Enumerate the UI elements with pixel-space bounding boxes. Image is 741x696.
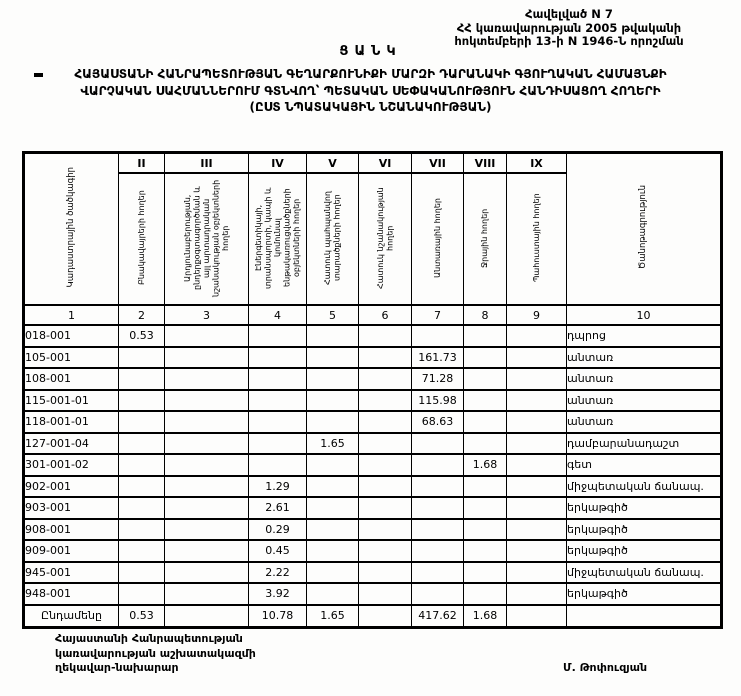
column-number: 3	[165, 305, 249, 325]
appendix-line-3: հոկտեմբերի 13-ի N 1946-Ն որոշման	[454, 34, 684, 48]
value-cell	[119, 368, 165, 390]
land-category-table	[22, 151, 723, 629]
table-row	[24, 411, 722, 433]
value-cell	[464, 476, 507, 498]
roman-numeral-ix: IX	[507, 153, 567, 174]
roman-numeral-viii: VIII	[464, 153, 507, 174]
roman-numeral-iii: III	[165, 153, 249, 174]
header-infrastructure-lands: Էներգետիկայի, տրանսպորտի, կապի և կոմունալ ենթակառուցվածքների օբյեկտների հողեր	[249, 173, 307, 305]
main-title	[0, 66, 741, 116]
value-cell	[507, 454, 567, 476]
header-reserve-lands: Պահուստային հողեր	[507, 173, 567, 305]
total-label-cell: Ընդամենը	[24, 605, 119, 628]
value-cell	[412, 540, 464, 562]
value-cell	[359, 583, 412, 605]
value-cell	[307, 454, 359, 476]
note-cell: անտառ	[567, 411, 722, 433]
table-row	[24, 347, 722, 369]
note-cell: երկաթգիծ	[567, 583, 722, 605]
value-cell	[307, 583, 359, 605]
value-cell	[165, 433, 249, 455]
value-cell	[359, 540, 412, 562]
value-cell	[165, 583, 249, 605]
value-cell	[307, 368, 359, 390]
value-cell	[165, 347, 249, 369]
value-cell: 1.29	[249, 476, 307, 498]
value-cell	[119, 519, 165, 541]
note-cell: դպրոց	[567, 325, 722, 347]
note-cell: անտառ	[567, 347, 722, 369]
value-cell	[307, 519, 359, 541]
value-cell	[412, 497, 464, 519]
roman-numeral-ii: II	[119, 153, 165, 174]
value-cell	[464, 347, 507, 369]
value-cell	[119, 497, 165, 519]
code-cell: 948-001	[24, 583, 119, 605]
code-cell: 903-001	[24, 497, 119, 519]
value-cell	[412, 454, 464, 476]
note-cell: երկաթգիծ	[567, 540, 722, 562]
value-cell	[507, 540, 567, 562]
roman-numeral-v: V	[307, 153, 359, 174]
value-cell	[507, 583, 567, 605]
value-cell: 71.28	[412, 368, 464, 390]
value-cell	[507, 325, 567, 347]
column-number: 5	[307, 305, 359, 325]
signature-line-2: կառավարության աշխատակազմի	[55, 646, 256, 660]
value-cell	[249, 347, 307, 369]
value-cell	[464, 325, 507, 347]
list-title: ՑԱՆԿ	[339, 44, 402, 59]
value-cell	[359, 519, 412, 541]
value-cell: 0.53	[119, 325, 165, 347]
appendix-line-1: Հավելված N 7	[525, 7, 613, 21]
value-cell: 1.65	[307, 433, 359, 455]
header-forest-lands: Անտառային հողեր	[412, 173, 464, 305]
roman-numeral-row	[24, 153, 722, 174]
value-cell	[165, 540, 249, 562]
value-cell	[359, 454, 412, 476]
value-cell	[119, 390, 165, 412]
table-row	[24, 476, 722, 498]
column-number: 4	[249, 305, 307, 325]
value-cell	[412, 433, 464, 455]
table-row	[24, 433, 722, 455]
column-number: 8	[464, 305, 507, 325]
note-cell: երկաթգիծ	[567, 497, 722, 519]
value-cell	[464, 562, 507, 584]
value-cell	[119, 583, 165, 605]
note-cell: անտառ	[567, 390, 722, 412]
value-cell	[307, 390, 359, 412]
value-cell	[359, 433, 412, 455]
value-cell	[119, 411, 165, 433]
total-value-cell: 0.53	[119, 605, 165, 628]
total-value-cell: 417.62	[412, 605, 464, 628]
value-cell: 0.45	[249, 540, 307, 562]
value-cell	[165, 368, 249, 390]
column-number: 2	[119, 305, 165, 325]
value-cell	[165, 562, 249, 584]
table-row	[24, 583, 722, 605]
value-cell: 2.61	[249, 497, 307, 519]
roman-numeral-vii: VII	[412, 153, 464, 174]
value-cell	[359, 390, 412, 412]
code-cell: 108-001	[24, 368, 119, 390]
signer-name: Մ. Թոփուզյան	[563, 661, 648, 674]
value-cell	[464, 390, 507, 412]
column-number: 9	[507, 305, 567, 325]
total-value-cell	[165, 605, 249, 628]
column-number: 10	[567, 305, 722, 325]
value-cell	[507, 562, 567, 584]
total-value-cell	[359, 605, 412, 628]
value-cell: 1.68	[464, 454, 507, 476]
main-title-line-3: (ԸՍՏ ՆՊԱՏԱԿԱՅԻՆ ՆՇԱՆԱԿՈՒԹՅԱՆ)	[249, 100, 492, 114]
value-cell	[359, 325, 412, 347]
value-cell	[249, 433, 307, 455]
value-cell: 68.63	[412, 411, 464, 433]
table-row	[24, 562, 722, 584]
value-cell	[464, 368, 507, 390]
value-cell	[165, 454, 249, 476]
signature-block	[55, 632, 256, 676]
value-cell: 3.92	[249, 583, 307, 605]
value-cell	[507, 497, 567, 519]
value-cell	[307, 347, 359, 369]
header-industrial-lands: Արդյունաբերության, ընդերքօգտագործման և այլ արտադրական նշանակության օբյեկտների հողեր	[165, 173, 249, 305]
value-cell: 161.73	[412, 347, 464, 369]
appendix-reference	[405, 8, 733, 49]
total-value-cell: 1.68	[464, 605, 507, 628]
value-cell	[119, 433, 165, 455]
value-cell	[249, 411, 307, 433]
total-value-cell: 1.65	[307, 605, 359, 628]
main-title-line-1: ՀԱՅԱՍՏԱՆԻ ՀԱՆՐԱՊԵՏՈՒԹՅԱՆ ԳԵՂԱՐՔՈՒՆԻՔԻ ՄԱՐԶԻ ԴԱՐԱՆԱԿԻ ԳՅՈՒՂԱԿԱՆ ՀԱՄԱՅՆՔԻ	[74, 67, 667, 81]
note-header-label: Ծանոթագրություն	[637, 185, 648, 270]
value-cell	[507, 476, 567, 498]
table-row	[24, 497, 722, 519]
code-cell: 018-001	[24, 325, 119, 347]
value-cell	[464, 519, 507, 541]
value-cell	[412, 519, 464, 541]
value-cell	[359, 562, 412, 584]
value-cell	[464, 583, 507, 605]
value-cell	[359, 476, 412, 498]
roman-numeral-iv: IV	[249, 153, 307, 174]
note-cell: միջպետական ճանապ.	[567, 562, 722, 584]
value-cell	[464, 540, 507, 562]
column-number: 1	[24, 305, 119, 325]
header-water-lands: Ջրային հողեր	[464, 173, 507, 305]
column-number: 7	[412, 305, 464, 325]
code-cell: 118-001-01	[24, 411, 119, 433]
value-cell	[165, 476, 249, 498]
code-cell: 908-001	[24, 519, 119, 541]
value-cell	[165, 411, 249, 433]
value-cell	[249, 325, 307, 347]
value-cell	[165, 497, 249, 519]
value-cell	[165, 519, 249, 541]
value-cell	[165, 325, 249, 347]
code-cell: 115-001-01	[24, 390, 119, 412]
table-row	[24, 540, 722, 562]
value-cell	[507, 411, 567, 433]
value-cell	[507, 347, 567, 369]
header-cadastral-code	[24, 153, 119, 306]
value-cell	[307, 476, 359, 498]
total-value-cell	[507, 605, 567, 628]
value-cell	[119, 454, 165, 476]
table-row	[24, 325, 722, 347]
code-cell: 909-001	[24, 540, 119, 562]
value-cell	[359, 368, 412, 390]
value-cell	[412, 325, 464, 347]
value-cell	[359, 411, 412, 433]
value-cell: 2.22	[249, 562, 307, 584]
note-cell: երկաթգիծ	[567, 519, 722, 541]
note-cell: միջպետական ճանապ.	[567, 476, 722, 498]
value-cell	[359, 347, 412, 369]
code-cell: 105-001	[24, 347, 119, 369]
signature-line-3: ղեկավար-նախարար	[55, 661, 179, 674]
value-cell	[165, 390, 249, 412]
note-cell: անտառ	[567, 368, 722, 390]
value-cell	[507, 519, 567, 541]
roman-numeral-vi: VI	[359, 153, 412, 174]
value-cell	[119, 540, 165, 562]
value-cell	[412, 583, 464, 605]
note-cell: գետ	[567, 454, 722, 476]
header-special-purpose-lands: Հատուկ նշանակության հողեր	[359, 173, 412, 305]
cadastral-code-label: Կադաստրային ծածկագիր	[65, 167, 76, 288]
value-cell	[249, 368, 307, 390]
note-cell: դամբարանադաշտ	[567, 433, 722, 455]
main-title-line-2: ՎԱՐՉԱԿԱՆ ՍԱՀՄԱՆՆԵՐՈՒՄ ԳՏՆՎՈՂ՝ ՊԵՏԱԿԱՆ ՍԵՓԱԿԱՆՈՒԹՅՈՒՆ ՀԱՆԴԻՍԱՑՈՂ ՀՈՂԵՐԻ	[80, 83, 661, 98]
header-protected-lands: Հատուկ պահպանվող տարածքների հողեր	[307, 173, 359, 305]
value-cell	[412, 476, 464, 498]
value-cell	[412, 562, 464, 584]
code-cell: 301-001-02	[24, 454, 119, 476]
value-cell: 0.29	[249, 519, 307, 541]
code-cell: 945-001	[24, 562, 119, 584]
appendix-line-2: ՀՀ կառավարության 2005 թվականի	[456, 20, 682, 35]
table-body	[24, 325, 722, 627]
table-row	[24, 390, 722, 412]
value-cell	[119, 476, 165, 498]
value-cell	[307, 411, 359, 433]
signature-line-1: Հայաստանի Հանրապետության	[55, 632, 243, 645]
value-cell	[249, 390, 307, 412]
table-row	[24, 368, 722, 390]
column-number-row	[24, 305, 722, 325]
value-cell	[464, 497, 507, 519]
value-cell	[119, 347, 165, 369]
value-cell	[359, 497, 412, 519]
value-cell	[307, 562, 359, 584]
value-cell	[464, 411, 507, 433]
code-cell: 127-001-04	[24, 433, 119, 455]
value-cell: 115.98	[412, 390, 464, 412]
header-note	[567, 153, 722, 306]
total-row	[24, 605, 722, 628]
table-row	[24, 454, 722, 476]
value-cell	[119, 562, 165, 584]
column-number: 6	[359, 305, 412, 325]
value-cell	[464, 433, 507, 455]
table-row	[24, 519, 722, 541]
total-note-cell	[567, 605, 722, 628]
value-cell	[307, 540, 359, 562]
value-cell	[307, 325, 359, 347]
value-cell	[307, 497, 359, 519]
value-cell	[507, 390, 567, 412]
code-cell: 902-001	[24, 476, 119, 498]
header-settlement-lands: Բնակավայրերի հողեր	[119, 173, 165, 305]
total-value-cell: 10.78	[249, 605, 307, 628]
value-cell	[507, 368, 567, 390]
value-cell	[507, 433, 567, 455]
value-cell	[249, 454, 307, 476]
